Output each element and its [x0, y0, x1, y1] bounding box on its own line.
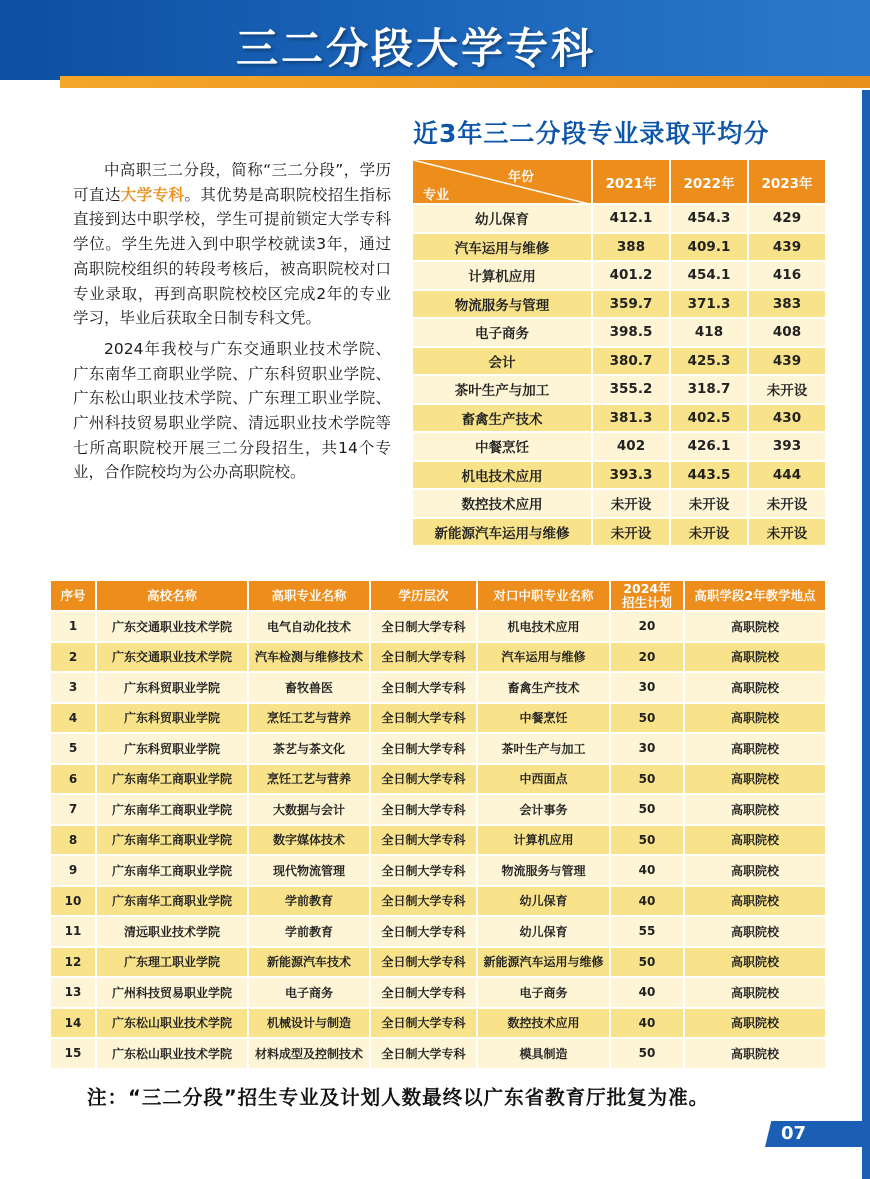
plan-row	[51, 734, 827, 765]
intro-paragraph-2: 2024年我校与广东交通职业技术学院、广东南华工商职业学院、广东科贸职业学院、广东松山职业技术学院、广东理工职业学院、广州科技贸易职业学院、清远职业技术学院等七所高职院校开展三二分段招生，共14个专业，合作院校均为公办高职院校。	[73, 339, 391, 482]
seq-cell: 12	[51, 948, 97, 979]
score-cell: 未开设	[671, 519, 749, 548]
scores-row	[413, 462, 827, 491]
matched-major-cell: 幼儿保育	[478, 887, 611, 918]
scores-header-row	[413, 160, 827, 205]
quota-cell: 40	[611, 856, 685, 887]
scores-row	[413, 405, 827, 434]
program-cell: 茶艺与茶文化	[249, 734, 371, 765]
plan-row	[51, 887, 827, 918]
plan-header-cell: 高职专业名称	[249, 581, 371, 612]
quota-cell: 40	[611, 887, 685, 918]
plan-row	[51, 917, 827, 948]
plan-row	[51, 826, 827, 857]
matched-major-cell: 新能源汽车运用与维修	[478, 948, 611, 979]
location-cell: 高职院校	[685, 643, 827, 674]
seq-cell: 3	[51, 673, 97, 704]
matched-major-cell: 中餐烹饪	[478, 704, 611, 735]
location-cell: 高职院校	[685, 826, 827, 857]
level-cell: 全日制大学专科	[371, 1039, 478, 1070]
location-cell: 高职院校	[685, 612, 827, 643]
major-cell: 畜禽生产技术	[413, 405, 593, 434]
college-cell: 广东科贸职业学院	[97, 734, 249, 765]
major-cell: 茶叶生产与加工	[413, 376, 593, 405]
plan-row	[51, 1039, 827, 1070]
plan-row	[51, 1009, 827, 1040]
location-cell: 高职院校	[685, 704, 827, 735]
matched-major-cell: 会计事务	[478, 795, 611, 826]
plan-body	[51, 612, 827, 1070]
level-cell: 全日制大学专科	[371, 917, 478, 948]
score-cell: 398.5	[593, 319, 671, 348]
score-cell: 未开设	[593, 490, 671, 519]
score-cell: 401.2	[593, 262, 671, 291]
score-cell: 未开设	[593, 519, 671, 548]
quota-cell: 55	[611, 917, 685, 948]
seq-cell: 11	[51, 917, 97, 948]
score-cell: 408	[749, 319, 827, 348]
score-cell: 未开设	[671, 490, 749, 519]
matched-major-cell: 模具制造	[478, 1039, 611, 1070]
page-number: 07	[781, 1123, 807, 1144]
plan-header-cell: 对口中职专业名称	[478, 581, 611, 612]
level-cell: 全日制大学专科	[371, 795, 478, 826]
scores-row	[413, 291, 827, 320]
program-cell: 学前教育	[249, 887, 371, 918]
plan-header-cell	[611, 581, 685, 612]
college-cell: 广东南华工商职业学院	[97, 765, 249, 796]
major-axis-label: 专业	[423, 188, 450, 203]
level-cell: 全日制大学专科	[371, 948, 478, 979]
major-cell: 机电技术应用	[413, 462, 593, 491]
college-cell: 清远职业技术学院	[97, 917, 249, 948]
matched-major-cell: 茶叶生产与加工	[478, 734, 611, 765]
score-cell: 380.7	[593, 348, 671, 377]
scores-row	[413, 348, 827, 377]
section-title: 近3年三二分段专业录取平均分	[413, 119, 770, 148]
intro-p1-text-2: 。其优势是高职院校招生指标直接到达中职学校，学生可提前锁定大学专科学位。学生先进入到中职学校就读3年，通过高职院校组织的转段考核后，被高职院校对口专业录取，再到高职院校校区完成2年的专业学习，毕业后获取全日制专科文凭。	[73, 185, 391, 328]
major-cell: 新能源汽车运用与维修	[413, 519, 593, 548]
major-cell: 物流服务与管理	[413, 291, 593, 320]
scores-row	[413, 319, 827, 348]
plan-row	[51, 704, 827, 735]
score-cell: 444	[749, 462, 827, 491]
location-cell: 高职院校	[685, 1039, 827, 1070]
level-cell: 全日制大学专科	[371, 643, 478, 674]
score-cell: 318.7	[671, 376, 749, 405]
score-cell: 未开设	[749, 519, 827, 548]
plan-row	[51, 856, 827, 887]
program-cell: 烹饪工艺与营养	[249, 765, 371, 796]
plan-row	[51, 978, 827, 1009]
level-cell: 全日制大学专科	[371, 826, 478, 857]
college-cell: 广东科贸职业学院	[97, 704, 249, 735]
college-cell: 广东松山职业技术学院	[97, 1009, 249, 1040]
seq-cell: 14	[51, 1009, 97, 1040]
college-cell: 广州科技贸易职业学院	[97, 978, 249, 1009]
matched-major-cell: 物流服务与管理	[478, 856, 611, 887]
plan-header-row	[51, 581, 827, 612]
seq-cell: 4	[51, 704, 97, 735]
college-cell: 广东南华工商职业学院	[97, 887, 249, 918]
seq-cell: 5	[51, 734, 97, 765]
level-cell: 全日制大学专科	[371, 673, 478, 704]
quota-cell: 40	[611, 1009, 685, 1040]
score-cell: 388	[593, 234, 671, 263]
major-cell: 电子商务	[413, 319, 593, 348]
location-cell: 高职院校	[685, 948, 827, 979]
level-cell: 全日制大学专科	[371, 734, 478, 765]
score-cell: 393	[749, 433, 827, 462]
major-cell: 数控技术应用	[413, 490, 593, 519]
program-cell: 汽车检测与维修技术	[249, 643, 371, 674]
intro-p1-text: 中高职三二分段，简称“三二分段”，学历可直达	[73, 161, 391, 204]
seq-cell: 13	[51, 978, 97, 1009]
quota-cell: 50	[611, 826, 685, 857]
scores-row	[413, 262, 827, 291]
quota-cell: 30	[611, 673, 685, 704]
matched-major-cell: 中西面点	[478, 765, 611, 796]
location-cell: 高职院校	[685, 917, 827, 948]
page-number-tab	[765, 1121, 870, 1147]
quota-cell: 50	[611, 1039, 685, 1070]
level-cell: 全日制大学专科	[371, 1009, 478, 1040]
quota-cell: 40	[611, 978, 685, 1009]
page-title: 三二分段大学专科	[236, 24, 597, 73]
program-cell: 学前教育	[249, 917, 371, 948]
score-cell: 426.1	[671, 433, 749, 462]
seq-cell: 7	[51, 795, 97, 826]
seq-cell: 8	[51, 826, 97, 857]
score-cell: 402	[593, 433, 671, 462]
plan-header-line: 2024年	[623, 580, 671, 596]
plan-row	[51, 673, 827, 704]
score-cell: 355.2	[593, 376, 671, 405]
quota-cell: 50	[611, 795, 685, 826]
scores-row	[413, 376, 827, 405]
year-header: 2023年	[749, 160, 827, 205]
plan-row	[51, 643, 827, 674]
seq-cell: 9	[51, 856, 97, 887]
scores-row	[413, 234, 827, 263]
major-cell: 幼儿保育	[413, 205, 593, 234]
plan-row	[51, 612, 827, 643]
college-cell: 广东松山职业技术学院	[97, 1039, 249, 1070]
scores-table	[413, 160, 827, 547]
quota-cell: 20	[611, 612, 685, 643]
score-cell: 416	[749, 262, 827, 291]
program-cell: 畜牧兽医	[249, 673, 371, 704]
plan-row	[51, 948, 827, 979]
location-cell: 高职院校	[685, 978, 827, 1009]
program-cell: 电子商务	[249, 978, 371, 1009]
quota-cell: 50	[611, 704, 685, 735]
page-header	[0, 0, 870, 90]
year-header: 2022年	[671, 160, 749, 205]
score-cell: 418	[671, 319, 749, 348]
intro-paragraph-1	[73, 158, 391, 331]
matched-major-cell: 机电技术应用	[478, 612, 611, 643]
major-cell: 会计	[413, 348, 593, 377]
seq-cell: 6	[51, 765, 97, 796]
score-cell: 393.3	[593, 462, 671, 491]
score-cell: 439	[749, 348, 827, 377]
quota-cell: 50	[611, 948, 685, 979]
college-cell: 广东南华工商职业学院	[97, 826, 249, 857]
score-cell: 371.3	[671, 291, 749, 320]
matched-major-cell: 汽车运用与维修	[478, 643, 611, 674]
college-cell: 广东南华工商职业学院	[97, 856, 249, 887]
scores-body	[413, 205, 827, 547]
level-cell: 全日制大学专科	[371, 765, 478, 796]
location-cell: 高职院校	[685, 1009, 827, 1040]
plan-row	[51, 765, 827, 796]
matched-major-cell: 幼儿保育	[478, 917, 611, 948]
enrollment-plan-table	[51, 581, 827, 1070]
score-cell: 425.3	[671, 348, 749, 377]
program-cell: 电气自动化技术	[249, 612, 371, 643]
scores-diagonal-header	[413, 160, 593, 205]
scores-row	[413, 205, 827, 234]
level-cell: 全日制大学专科	[371, 856, 478, 887]
plan-header-cell: 高校名称	[97, 581, 249, 612]
intro-text	[73, 158, 391, 491]
major-cell: 中餐烹饪	[413, 433, 593, 462]
seq-cell: 10	[51, 887, 97, 918]
college-cell: 广东理工职业学院	[97, 948, 249, 979]
location-cell: 高职院校	[685, 887, 827, 918]
seq-cell: 15	[51, 1039, 97, 1070]
seq-cell: 1	[51, 612, 97, 643]
year-header: 2021年	[593, 160, 671, 205]
score-cell: 未开设	[749, 376, 827, 405]
college-cell: 广东南华工商职业学院	[97, 795, 249, 826]
score-cell: 409.1	[671, 234, 749, 263]
plan-header-cell: 学历层次	[371, 581, 478, 612]
level-cell: 全日制大学专科	[371, 704, 478, 735]
college-cell: 广东交通职业技术学院	[97, 643, 249, 674]
location-cell: 高职院校	[685, 673, 827, 704]
major-cell: 汽车运用与维修	[413, 234, 593, 263]
score-cell: 439	[749, 234, 827, 263]
program-cell: 新能源汽车技术	[249, 948, 371, 979]
program-cell: 现代物流管理	[249, 856, 371, 887]
location-cell: 高职院校	[685, 765, 827, 796]
plan-header-line: 招生计划	[621, 594, 672, 610]
level-cell: 全日制大学专科	[371, 887, 478, 918]
college-cell: 广东交通职业技术学院	[97, 612, 249, 643]
location-cell: 高职院校	[685, 856, 827, 887]
program-cell: 材料成型及控制技术	[249, 1039, 371, 1070]
program-cell: 数字媒体技术	[249, 826, 371, 857]
matched-major-cell: 计算机应用	[478, 826, 611, 857]
intro-highlight: 大学专科	[120, 185, 185, 204]
location-cell: 高职院校	[685, 795, 827, 826]
college-cell: 广东科贸职业学院	[97, 673, 249, 704]
matched-major-cell: 畜禽生产技术	[478, 673, 611, 704]
quota-cell: 20	[611, 643, 685, 674]
score-cell: 359.7	[593, 291, 671, 320]
score-cell: 402.5	[671, 405, 749, 434]
location-cell: 高职院校	[685, 734, 827, 765]
score-cell: 454.3	[671, 205, 749, 234]
score-cell: 454.1	[671, 262, 749, 291]
year-axis-label: 年份	[508, 170, 535, 185]
footnote: 注：“三二分段”招生专业及计划人数最终以广东省教育厅批复为准。	[87, 1086, 710, 1109]
score-cell: 383	[749, 291, 827, 320]
quota-cell: 50	[611, 765, 685, 796]
score-cell: 429	[749, 205, 827, 234]
right-edge-stripe	[862, 90, 870, 1179]
plan-row	[51, 795, 827, 826]
program-cell: 烹饪工艺与营养	[249, 704, 371, 735]
scores-row	[413, 433, 827, 462]
score-cell: 381.3	[593, 405, 671, 434]
score-cell: 430	[749, 405, 827, 434]
program-cell: 大数据与会计	[249, 795, 371, 826]
matched-major-cell: 电子商务	[478, 978, 611, 1009]
level-cell: 全日制大学专科	[371, 612, 478, 643]
score-cell: 443.5	[671, 462, 749, 491]
level-cell: 全日制大学专科	[371, 978, 478, 1009]
quota-cell: 30	[611, 734, 685, 765]
score-cell: 412.1	[593, 205, 671, 234]
header-orange-band	[60, 76, 870, 88]
scores-row	[413, 490, 827, 519]
plan-header-cell: 高职学段2年教学地点	[685, 581, 827, 612]
seq-cell: 2	[51, 643, 97, 674]
plan-header-cell: 序号	[51, 581, 97, 612]
program-cell: 机械设计与制造	[249, 1009, 371, 1040]
scores-row	[413, 519, 827, 548]
matched-major-cell: 数控技术应用	[478, 1009, 611, 1040]
major-cell: 计算机应用	[413, 262, 593, 291]
score-cell: 未开设	[749, 490, 827, 519]
